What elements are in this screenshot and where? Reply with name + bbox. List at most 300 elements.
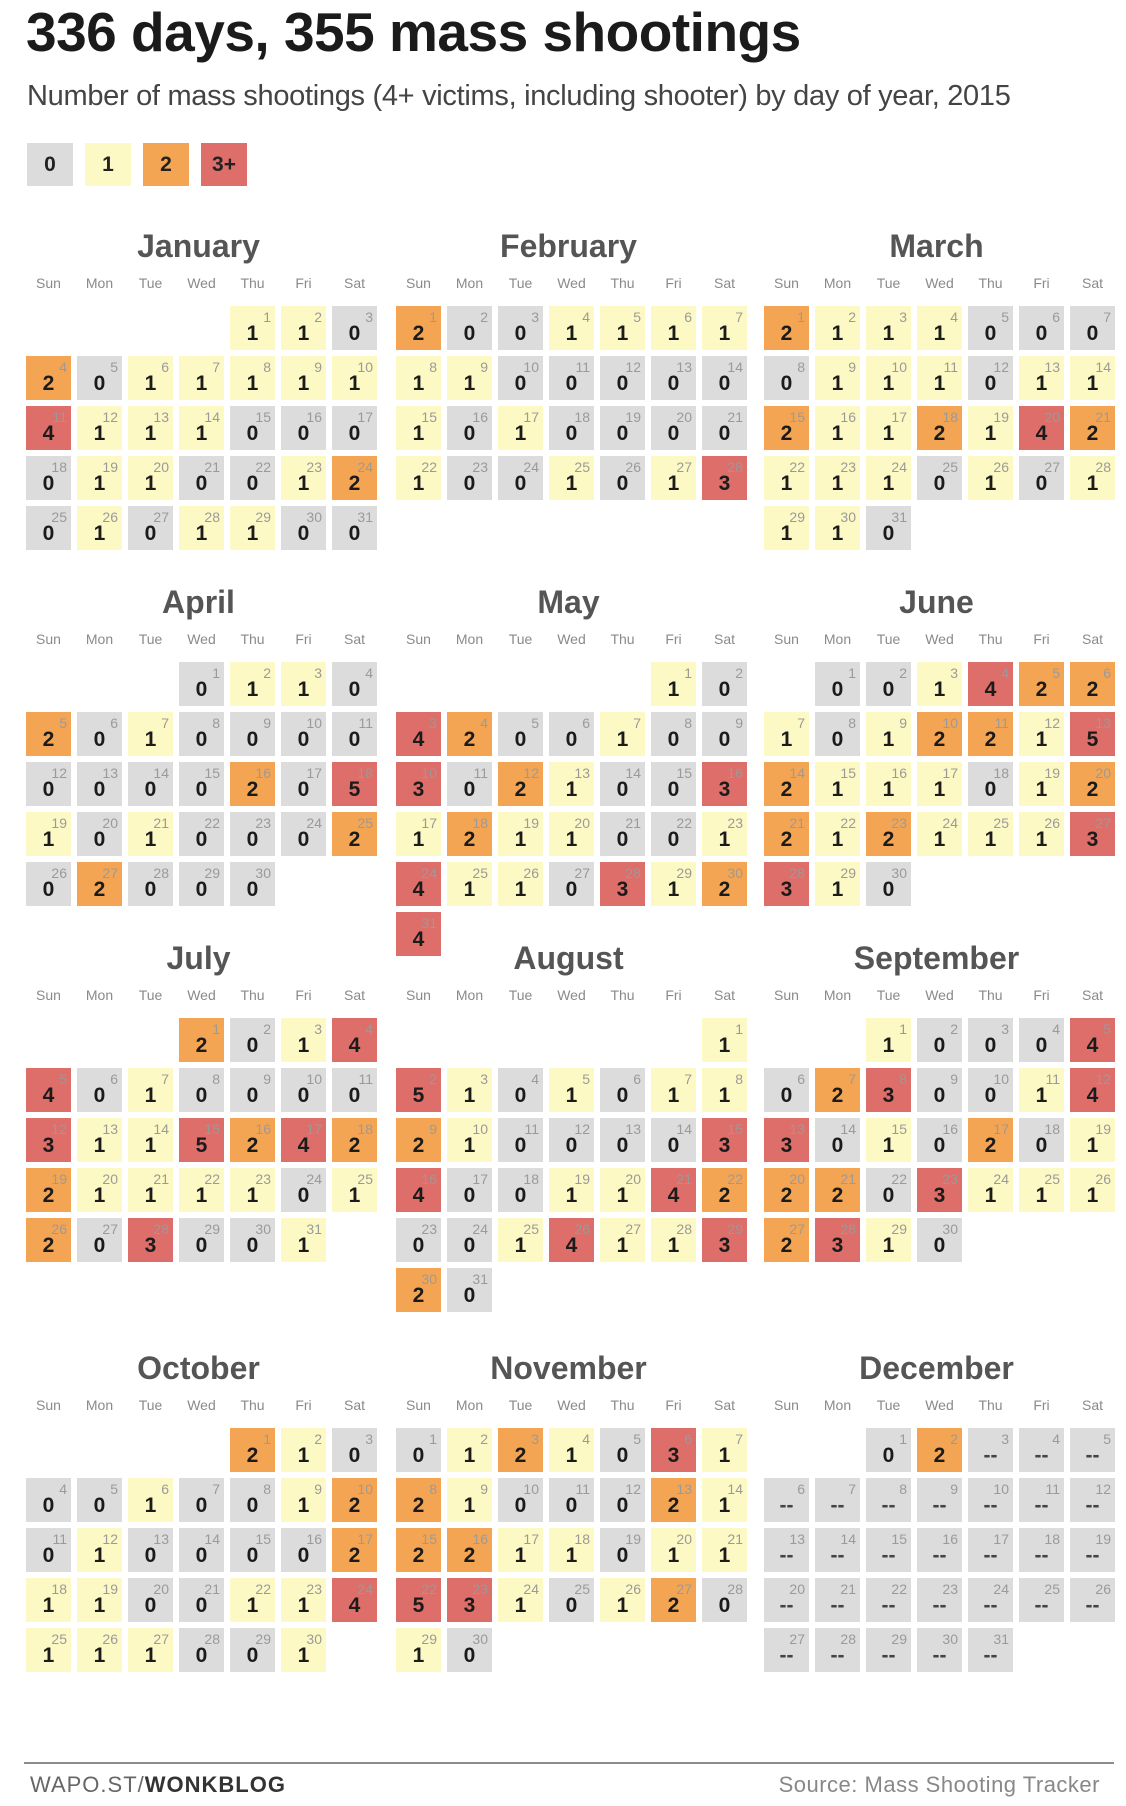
weekday-label: Sat xyxy=(1081,1397,1103,1413)
day-number: 11 xyxy=(524,1121,539,1137)
day-number: 21 xyxy=(153,1171,169,1187)
shooting-count: 1 xyxy=(616,322,629,345)
day-cell xyxy=(1019,712,1064,756)
day-cell xyxy=(600,812,645,856)
day-number: 26 xyxy=(102,1631,118,1647)
day-cell xyxy=(968,1428,1013,1472)
weekday-label: Tue xyxy=(138,1397,163,1413)
day-cell xyxy=(281,1428,326,1472)
day-number: 13 xyxy=(625,1121,641,1137)
day-cell xyxy=(1070,1478,1115,1522)
shooting-count: 0 xyxy=(718,678,731,701)
day-number: 22 xyxy=(421,1581,437,1597)
shooting-count: 2 xyxy=(463,1544,476,1567)
shooting-count: 1 xyxy=(246,678,259,701)
day-cell xyxy=(600,356,645,400)
weekday-label: Sat xyxy=(1081,275,1103,291)
day-cell xyxy=(128,1118,173,1162)
shooting-count: 2 xyxy=(780,422,793,445)
day-number: 1 xyxy=(212,665,220,681)
day-cell xyxy=(230,1428,275,1472)
weekday-label: Sun xyxy=(406,987,431,1003)
day-cell xyxy=(1019,1018,1064,1062)
day-number: 12 xyxy=(51,1121,67,1137)
shooting-count: 0 xyxy=(246,1084,259,1107)
shooting-count: 1 xyxy=(780,522,793,545)
day-number: 30 xyxy=(255,1221,271,1237)
day-cell xyxy=(179,1578,224,1622)
day-number: 28 xyxy=(153,865,169,881)
day-number: 5 xyxy=(1001,309,1009,325)
weekday-label: Thu xyxy=(610,1397,635,1413)
day-cell xyxy=(968,406,1013,450)
day-number: 10 xyxy=(993,1071,1009,1087)
day-cell xyxy=(764,1218,809,1262)
day-cell xyxy=(179,712,224,756)
day-number: 27 xyxy=(676,1581,692,1597)
shooting-count: 1 xyxy=(297,1234,310,1257)
day-number: 19 xyxy=(574,1171,590,1187)
day-cell xyxy=(179,1218,224,1262)
shooting-count: 0 xyxy=(297,1544,310,1567)
weekday-label: Fri xyxy=(295,1397,312,1413)
day-cell xyxy=(815,1068,860,1112)
day-number: 1 xyxy=(899,1431,907,1447)
day-cell xyxy=(866,506,911,550)
shooting-count: 0 xyxy=(565,1594,578,1617)
day-cell xyxy=(26,862,71,906)
day-cell xyxy=(1070,712,1115,756)
shooting-count: -- xyxy=(1034,1494,1049,1517)
shooting-count: 0 xyxy=(195,678,208,701)
day-number: 23 xyxy=(727,815,743,831)
day-cell xyxy=(702,1118,747,1162)
shooting-count: 0 xyxy=(1035,472,1048,495)
day-cell xyxy=(447,1478,492,1522)
day-cell xyxy=(332,1528,377,1572)
shooting-count: 0 xyxy=(565,372,578,395)
shooting-count: 0 xyxy=(195,878,208,901)
shooting-count: 1 xyxy=(984,828,997,851)
day-number: 5 xyxy=(633,1431,641,1447)
shooting-count: 3 xyxy=(780,878,793,901)
day-number: 13 xyxy=(1044,359,1060,375)
day-cell xyxy=(179,1168,224,1212)
shooting-count: 0 xyxy=(297,422,310,445)
shooting-count: 1 xyxy=(718,322,731,345)
shooting-count: 1 xyxy=(1086,1184,1099,1207)
day-number: 16 xyxy=(421,1171,437,1187)
day-cell xyxy=(179,1478,224,1522)
weekday-label: Fri xyxy=(665,275,682,291)
day-cell xyxy=(332,306,377,350)
day-cell xyxy=(600,862,645,906)
day-number: 14 xyxy=(153,765,169,781)
shooting-count: 0 xyxy=(42,472,55,495)
day-number: 16 xyxy=(306,409,322,425)
day-cell xyxy=(917,1478,962,1522)
source-note: Source: Mass Shooting Tracker xyxy=(778,1772,1100,1797)
shooting-count: 3 xyxy=(882,1084,895,1107)
day-cell xyxy=(1019,1428,1064,1472)
day-number: 27 xyxy=(1095,815,1111,831)
day-number: 10 xyxy=(891,359,907,375)
shooting-count: 1 xyxy=(933,678,946,701)
day-number: 5 xyxy=(531,715,539,731)
shooting-count: 0 xyxy=(297,778,310,801)
day-number: 22 xyxy=(840,815,856,831)
weekday-label: Mon xyxy=(455,631,484,647)
day-number: 17 xyxy=(306,765,322,781)
day-cell xyxy=(1019,1118,1064,1162)
shooting-count: 1 xyxy=(144,1084,157,1107)
legend-swatch-3plus: 3+ xyxy=(201,143,247,186)
day-cell xyxy=(396,1218,441,1262)
day-cell xyxy=(1070,662,1115,706)
day-cell xyxy=(179,862,224,906)
day-number: 6 xyxy=(1103,665,1111,681)
day-number: 27 xyxy=(676,459,692,475)
day-cell xyxy=(332,1478,377,1522)
shooting-count: 5 xyxy=(195,1134,208,1157)
day-cell xyxy=(1070,1578,1115,1622)
shooting-count: 0 xyxy=(882,878,895,901)
day-cell xyxy=(651,762,696,806)
day-cell xyxy=(230,812,275,856)
day-cell xyxy=(26,1478,71,1522)
day-number: 12 xyxy=(102,409,118,425)
day-number: 16 xyxy=(255,765,271,781)
shooting-count: 1 xyxy=(348,1184,361,1207)
shooting-count: 1 xyxy=(718,1034,731,1057)
shooting-count: 0 xyxy=(144,778,157,801)
day-cell xyxy=(866,356,911,400)
weekday-label: Mon xyxy=(85,1397,114,1413)
day-cell xyxy=(917,406,962,450)
weekday-label: Sun xyxy=(774,1397,799,1413)
day-cell xyxy=(281,712,326,756)
day-cell xyxy=(600,1218,645,1262)
day-number: 8 xyxy=(263,1481,271,1497)
day-cell xyxy=(77,1528,122,1572)
day-number: 16 xyxy=(727,765,743,781)
day-cell xyxy=(281,662,326,706)
day-number: 8 xyxy=(684,715,692,731)
day-number: 2 xyxy=(480,1431,488,1447)
day-number: 18 xyxy=(357,1121,373,1137)
shooting-count: 0 xyxy=(463,1184,476,1207)
weekday-label: Sun xyxy=(36,987,61,1003)
shooting-count: 3 xyxy=(463,1594,476,1617)
day-cell xyxy=(77,506,122,550)
shooting-count: 1 xyxy=(565,1184,578,1207)
shooting-count: 1 xyxy=(144,1134,157,1157)
day-number: 19 xyxy=(51,1171,67,1187)
day-number: 7 xyxy=(735,309,743,325)
day-number: 18 xyxy=(993,765,1009,781)
day-number: 10 xyxy=(523,359,539,375)
day-number: 6 xyxy=(684,1431,692,1447)
day-number: 23 xyxy=(421,1221,437,1237)
shooting-count: 2 xyxy=(933,422,946,445)
day-cell xyxy=(128,862,173,906)
shooting-count: 1 xyxy=(514,1544,527,1567)
day-number: 11 xyxy=(473,765,488,781)
day-number: 19 xyxy=(625,409,641,425)
day-number: 30 xyxy=(306,1631,322,1647)
day-cell xyxy=(815,406,860,450)
shooting-count: 1 xyxy=(718,828,731,851)
day-cell xyxy=(1070,406,1115,450)
day-number: 9 xyxy=(899,715,907,731)
shooting-count: 1 xyxy=(463,1494,476,1517)
day-cell xyxy=(281,506,326,550)
shooting-count: 0 xyxy=(565,1134,578,1157)
day-cell xyxy=(1070,1118,1115,1162)
day-number: 10 xyxy=(993,1481,1009,1497)
day-number: 16 xyxy=(472,1531,488,1547)
day-number: 22 xyxy=(204,1171,220,1187)
day-cell xyxy=(396,306,441,350)
day-number: 22 xyxy=(676,815,692,831)
day-number: 21 xyxy=(789,815,805,831)
day-cell xyxy=(764,862,809,906)
credit-prefix: WAPO.ST/ xyxy=(30,1772,145,1797)
day-cell xyxy=(396,1118,441,1162)
day-cell xyxy=(866,1428,911,1472)
day-cell xyxy=(77,1118,122,1162)
day-cell xyxy=(1019,1528,1064,1572)
day-number: 22 xyxy=(727,1171,743,1187)
day-number: 19 xyxy=(1044,765,1060,781)
day-number: 7 xyxy=(797,715,805,731)
day-cell xyxy=(230,662,275,706)
day-cell xyxy=(230,712,275,756)
shooting-count: 0 xyxy=(93,728,106,751)
weekday-label: Wed xyxy=(187,987,216,1003)
day-cell xyxy=(600,1068,645,1112)
shooting-count: 5 xyxy=(412,1594,425,1617)
weekday-label: Wed xyxy=(187,1397,216,1413)
day-cell xyxy=(600,406,645,450)
day-cell xyxy=(917,1528,962,1572)
day-cell xyxy=(651,1478,696,1522)
weekday-label: Mon xyxy=(455,1397,484,1413)
day-cell xyxy=(128,506,173,550)
shooting-count: 1 xyxy=(463,372,476,395)
shooting-count: 0 xyxy=(195,828,208,851)
day-cell xyxy=(917,812,962,856)
day-number: 14 xyxy=(625,765,641,781)
shooting-count: 4 xyxy=(348,1594,361,1617)
day-number: 30 xyxy=(421,1271,437,1287)
day-cell xyxy=(447,762,492,806)
day-cell xyxy=(917,1578,962,1622)
shooting-count: -- xyxy=(983,1594,998,1617)
day-number: 11 xyxy=(994,715,1009,731)
day-cell xyxy=(230,406,275,450)
shooting-count: 1 xyxy=(463,878,476,901)
day-cell xyxy=(1070,762,1115,806)
day-cell xyxy=(549,812,594,856)
legend-swatch-2: 2 xyxy=(143,143,189,186)
day-cell xyxy=(549,456,594,500)
weekday-label: Thu xyxy=(978,987,1003,1003)
day-number: 8 xyxy=(848,715,856,731)
day-cell xyxy=(651,812,696,856)
shooting-count: 4 xyxy=(297,1134,310,1157)
shooting-count: 0 xyxy=(984,372,997,395)
day-number: 20 xyxy=(1095,765,1111,781)
shooting-count: 1 xyxy=(246,522,259,545)
shooting-count: -- xyxy=(1034,1594,1049,1617)
day-number: 1 xyxy=(263,309,271,325)
day-number: 8 xyxy=(899,1481,907,1497)
day-cell xyxy=(281,1218,326,1262)
day-cell xyxy=(702,356,747,400)
day-number: 25 xyxy=(1044,1171,1060,1187)
day-number: 12 xyxy=(1095,1481,1111,1497)
day-number: 5 xyxy=(110,359,118,375)
shooting-count: 2 xyxy=(933,728,946,751)
day-number: 24 xyxy=(891,459,907,475)
day-cell xyxy=(917,1218,962,1262)
day-cell xyxy=(1070,1168,1115,1212)
shooting-count: 1 xyxy=(667,1544,680,1567)
day-cell xyxy=(179,662,224,706)
shooting-count: 2 xyxy=(412,1284,425,1307)
day-cell xyxy=(764,356,809,400)
day-number: 6 xyxy=(161,359,169,375)
shooting-count: 0 xyxy=(984,778,997,801)
shooting-count: 1 xyxy=(348,372,361,395)
day-number: 3 xyxy=(480,1071,488,1087)
shooting-count: 0 xyxy=(463,472,476,495)
shooting-count: 2 xyxy=(246,1444,259,1467)
shooting-count: 0 xyxy=(463,322,476,345)
day-number: 10 xyxy=(942,715,958,731)
day-cell xyxy=(230,506,275,550)
day-number: 28 xyxy=(204,1631,220,1647)
shooting-count: 0 xyxy=(246,422,259,445)
shooting-count: 0 xyxy=(1035,1134,1048,1157)
shooting-count: 1 xyxy=(144,1644,157,1667)
shooting-count: 0 xyxy=(514,1084,527,1107)
shooting-count: 0 xyxy=(514,322,527,345)
day-number: 23 xyxy=(840,459,856,475)
day-cell xyxy=(866,456,911,500)
day-cell xyxy=(128,456,173,500)
day-number: 16 xyxy=(840,409,856,425)
day-number: 6 xyxy=(633,1071,641,1087)
day-number: 4 xyxy=(1052,1021,1060,1037)
day-number: 3 xyxy=(314,1021,322,1037)
day-cell xyxy=(815,762,860,806)
weekday-label: Thu xyxy=(978,631,1003,647)
day-cell xyxy=(917,1018,962,1062)
shooting-count: 4 xyxy=(1086,1084,1099,1107)
day-number: 17 xyxy=(993,1121,1009,1137)
day-cell xyxy=(332,1118,377,1162)
day-cell xyxy=(179,1118,224,1162)
day-cell xyxy=(968,1578,1013,1622)
day-cell xyxy=(549,306,594,350)
shooting-count: 4 xyxy=(348,1034,361,1057)
day-cell xyxy=(230,1168,275,1212)
shooting-count: 1 xyxy=(831,828,844,851)
day-number: 4 xyxy=(59,1481,67,1497)
day-cell xyxy=(764,506,809,550)
day-cell xyxy=(498,1578,543,1622)
day-number: 10 xyxy=(306,1071,322,1087)
weekday-label: Sun xyxy=(36,275,61,291)
weekday-label: Tue xyxy=(876,275,901,291)
day-cell xyxy=(815,1218,860,1262)
day-number: 26 xyxy=(102,509,118,525)
day-cell xyxy=(447,1528,492,1572)
day-number: 3 xyxy=(531,1431,539,1447)
day-number: 30 xyxy=(306,509,322,525)
day-number: 22 xyxy=(891,1581,907,1597)
day-cell xyxy=(1070,456,1115,500)
weekday-label: Sun xyxy=(36,1397,61,1413)
shooting-count: 0 xyxy=(565,1494,578,1517)
shooting-count: 1 xyxy=(246,322,259,345)
day-cell xyxy=(447,356,492,400)
weekday-label: Tue xyxy=(876,987,901,1003)
day-number: 13 xyxy=(102,1121,118,1137)
shooting-count: 0 xyxy=(984,1084,997,1107)
day-cell xyxy=(549,356,594,400)
day-number: 1 xyxy=(899,1021,907,1037)
shooting-count: 0 xyxy=(412,1444,425,1467)
day-number: 28 xyxy=(676,1221,692,1237)
month-name: December xyxy=(859,1350,1014,1386)
day-cell xyxy=(447,456,492,500)
shooting-count: -- xyxy=(881,1594,896,1617)
day-cell xyxy=(26,762,71,806)
day-number: 12 xyxy=(993,359,1009,375)
shooting-count: 1 xyxy=(933,778,946,801)
shooting-count: 1 xyxy=(667,1234,680,1257)
shooting-count: 0 xyxy=(933,1134,946,1157)
day-number: 1 xyxy=(263,1431,271,1447)
shooting-count: 2 xyxy=(42,728,55,751)
day-number: 26 xyxy=(625,1581,641,1597)
day-number: 1 xyxy=(212,1021,220,1037)
weekday-label: Sat xyxy=(1081,987,1103,1003)
day-cell xyxy=(77,1628,122,1672)
weekday-label: Mon xyxy=(823,631,852,647)
day-cell xyxy=(651,1118,696,1162)
day-cell xyxy=(764,1528,809,1572)
day-cell xyxy=(498,712,543,756)
day-number: 7 xyxy=(848,1481,856,1497)
shooting-count: 0 xyxy=(933,472,946,495)
day-number: 9 xyxy=(480,359,488,375)
month-name: February xyxy=(500,228,637,264)
day-cell xyxy=(1019,306,1064,350)
day-number: 21 xyxy=(204,1581,220,1597)
day-cell xyxy=(230,1068,275,1112)
day-number: 13 xyxy=(102,765,118,781)
shooting-count: 0 xyxy=(144,1594,157,1617)
day-number: 12 xyxy=(102,1531,118,1547)
day-cell xyxy=(702,306,747,350)
weekday-label: Sun xyxy=(406,275,431,291)
shooting-count: 0 xyxy=(42,522,55,545)
shooting-count: 0 xyxy=(93,1494,106,1517)
